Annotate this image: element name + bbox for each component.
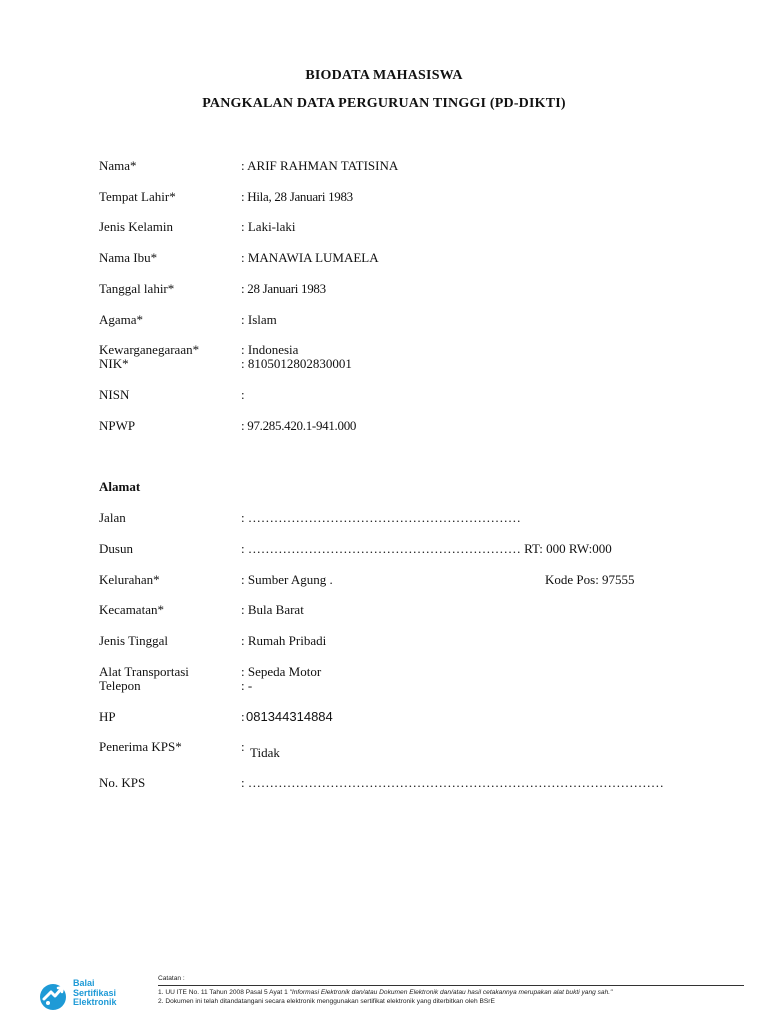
jenis-kelamin-value: : Laki-laki xyxy=(241,219,296,234)
penerima-kps-label: Penerima KPS* xyxy=(99,739,182,754)
note-1-quote: "Informasi Elektronik dan/atau Dokumen Elektronik dan/atau hasil cetakannya merupakan alat bukti yang sah." xyxy=(289,988,613,996)
footer-divider xyxy=(158,985,744,986)
penerima-kps-value: Tidak xyxy=(250,745,280,760)
tempat-lahir-value: : Hila, 28 Januari 1983 xyxy=(241,189,353,204)
telepon-value: : - xyxy=(241,678,253,693)
logo-line-2: Sertifikasi xyxy=(73,987,117,998)
agama-value: : Islam xyxy=(241,312,277,327)
tanggal-lahir-label: Tanggal lahir* xyxy=(99,281,175,296)
logo-line-3: Elektronik xyxy=(73,997,117,1007)
kecamatan-label: Kecamatan* xyxy=(99,602,164,617)
document-subtitle: PANGKALAN DATA PERGURUAN TINGGI (PD-DIKTI) xyxy=(202,96,566,111)
hp-label: HP xyxy=(99,709,116,724)
alamat-heading: Alamat xyxy=(99,479,141,494)
jalan-value: : ……………………………………………………… xyxy=(241,510,521,525)
document-footer xyxy=(38,972,744,1018)
no-kps-label: No. KPS xyxy=(99,775,146,790)
hp-value: 081344314884 xyxy=(246,709,333,724)
dusun-value: : ……………………………………………………… RT: 000 RW:000 xyxy=(241,541,612,556)
footer-notes xyxy=(158,974,744,1007)
note-1 xyxy=(158,988,744,998)
nisn-value: : xyxy=(241,387,245,402)
jalan-label: Jalan xyxy=(99,510,126,525)
penerima-kps-colon: : xyxy=(241,739,245,754)
kecamatan-value: : Bula Barat xyxy=(241,602,304,617)
nisn-label: NISN xyxy=(99,387,130,402)
nik-value: : 8105012802830001 xyxy=(241,356,352,371)
kewarganegaraan-label: Kewarganegaraan* xyxy=(99,342,200,357)
npwp-value: : 97.285.420.1-941.000 xyxy=(241,418,357,433)
nama-ibu-value: : MANAWIA LUMAELA xyxy=(241,250,379,265)
alat-transportasi-value: : Sepeda Motor xyxy=(241,664,322,679)
logo-line-1: Balai xyxy=(73,978,95,988)
no-kps-value: : …………………………………………………………………………………… xyxy=(241,775,664,790)
alat-transportasi-label: Alat Transportasi xyxy=(99,664,189,679)
jenis-tinggal-label: Jenis Tinggal xyxy=(99,633,168,648)
nama-ibu-label: Nama Ibu* xyxy=(99,250,158,265)
agama-label: Agama* xyxy=(99,312,144,327)
hp-colon: : xyxy=(241,709,245,724)
nama-value: : ARIF RAHMAN TATISINA xyxy=(241,158,399,173)
bsre-logo xyxy=(38,978,138,1014)
telepon-label: Telepon xyxy=(99,678,141,693)
jenis-kelamin-label: Jenis Kelamin xyxy=(99,219,174,234)
nik-label: NIK* xyxy=(99,356,129,371)
tempat-lahir-label: Tempat Lahir* xyxy=(99,189,176,204)
note-1-prefix: 1. UU ITE No. 11 Tahun 2008 Pasal 5 Ayat 1 xyxy=(158,988,290,996)
kewarganegaraan-value: : Indonesia xyxy=(241,342,299,357)
nama-label: Nama* xyxy=(99,158,137,173)
dusun-label: Dusun xyxy=(99,541,133,556)
npwp-label: NPWP xyxy=(99,418,136,433)
note-2: 2. Dokumen ini telah ditandatangani secara elektronik menggunakan sertifikat elektronik yang diterbitkan oleh BSrE xyxy=(158,998,495,1005)
tanggal-lahir-value: : 28 Januari 1983 xyxy=(241,281,326,296)
bsre-logo-icon xyxy=(38,980,70,1012)
catatan-label: Catatan : xyxy=(158,975,185,982)
kelurahan-value: : Sumber Agung . xyxy=(241,572,333,587)
kelurahan-label: Kelurahan* xyxy=(99,572,160,587)
jenis-tinggal-value: : Rumah Pribadi xyxy=(241,633,327,648)
kode-pos-value: Kode Pos: 97555 xyxy=(545,572,635,587)
document-title: BIODATA MAHASISWA xyxy=(305,68,463,83)
